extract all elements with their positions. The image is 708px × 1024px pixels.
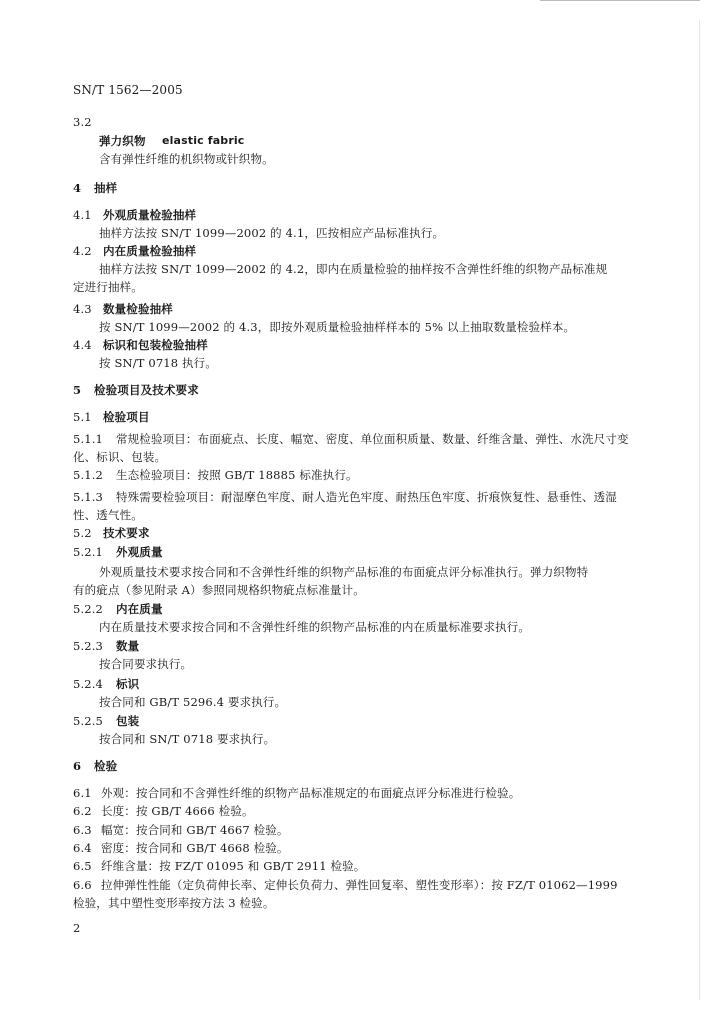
clause-5-1-1-text-line1: 常规检验项目：布面疵点、长度、幅宽、密度、单位面积质量、数量、纤维含量、弹性、水洗尺寸变 (116, 432, 629, 446)
clause-4-4-number: 4.4 (73, 338, 92, 352)
clause-5-2-number: 5.2 (73, 526, 92, 540)
clause-6-6-text-line1: 拉伸弹性性能（定负荷伸长率、定伸长负荷力、弹性回复率、塑性变形率）：按 FZ/T 01062—1999 (101, 878, 618, 892)
clause-4-1-text: 抽样方法按 SN/T 1099—2002 的 4.1，匹按相应产品标准执行。 (99, 226, 445, 240)
term-zh: 弹力织物 (99, 134, 146, 148)
clause-5-2-4-number: 5.2.4 (73, 677, 104, 691)
clause-5-2-4-text: 按合同和 GB/T 5296.4 要求执行。 (99, 695, 287, 709)
clause-6-5-number: 6.5 (73, 859, 92, 873)
clause-6-3-number: 6.3 (73, 823, 92, 837)
clause-5-2-5-number: 5.2.5 (73, 714, 104, 728)
clause-6-4-text: 密度：按合同和 GB/T 4668 检验。 (101, 841, 289, 855)
clause-4-2-text-line2: 定进行抽样。 (73, 280, 143, 294)
section-5-number: 5 (73, 383, 82, 397)
clause-4-1-number: 4.1 (73, 208, 92, 222)
clause-5-2-1-number: 5.2.1 (73, 545, 104, 559)
clause-5-2-3-title: 数量 (116, 639, 140, 653)
clause-5-1-1-number: 5.1.1 (73, 432, 104, 446)
clause-6-4-number: 6.4 (73, 841, 92, 855)
clause-4-4-title: 标识和包装检验抽样 (103, 338, 208, 352)
clause-6-2-number: 6.2 (73, 804, 92, 818)
section-6-title: 检验 (94, 759, 118, 773)
page-number: 2 (73, 921, 81, 935)
section-4-title: 抽样 (94, 181, 118, 195)
term-definition: 含有弹性纤维的机织物或针织物。 (99, 152, 274, 166)
term-en: elastic fabric (162, 134, 245, 147)
clause-6-5-text: 纤维含量：按 FZ/T 01095 和 GB/T 2911 检验。 (101, 859, 366, 873)
section-5-title: 检验项目及技术要求 (94, 383, 199, 397)
clause-4-3-title: 数量检验抽样 (103, 302, 173, 316)
clause-5-2-5-title: 包装 (116, 714, 140, 728)
clause-5-2-2-title: 内在质量 (116, 602, 163, 616)
clause-6-3-text: 幅宽：按合同和 GB/T 4667 检验。 (101, 823, 289, 837)
clause-4-2-title: 内在质量检验抽样 (103, 244, 197, 258)
clause-3-2-number: 3.2 (73, 115, 92, 129)
clause-4-4-text: 按 SN/T 0718 执行。 (99, 356, 217, 370)
clause-5-2-1-text-line1: 外观质量技术要求按合同和不含弹性纤维的织物产品标准的布面疵点评分标准执行。弹力织物特 (99, 565, 589, 579)
clause-5-2-3-text: 按合同要求执行。 (99, 657, 193, 671)
standard-number: SN/T 1562—2005 (73, 83, 183, 97)
clause-5-2-3-number: 5.2.3 (73, 639, 104, 653)
clause-5-2-5-text: 按合同和 SN/T 0718 要求执行。 (99, 732, 276, 746)
clause-5-1-number: 5.1 (73, 410, 92, 424)
scan-top-rule (540, 0, 700, 1)
section-4-number: 4 (73, 181, 82, 195)
clause-5-1-3-number: 5.1.3 (73, 490, 104, 504)
clause-6-1-text: 外观：按合同和不含弹性纤维的织物产品标准规定的布面疵点评分标准进行检验。 (101, 786, 521, 800)
clause-5-2-2-number: 5.2.2 (73, 602, 104, 616)
section-6-number: 6 (73, 759, 82, 773)
clause-5-1-3-text-line1: 特殊需要检验项目：耐湿摩色牢度、耐人造光色牢度、耐热压色牢度、折痕恢复性、悬垂性、透湿 (116, 490, 617, 504)
clause-4-1-title: 外观质量检验抽样 (103, 208, 197, 222)
clause-5-1-3-text-line2: 性、透气性。 (73, 508, 143, 522)
clause-6-1-number: 6.1 (73, 786, 92, 800)
clause-6-6-text-line2: 检验，其中塑性变形率按方法 3 检验。 (73, 896, 275, 910)
clause-5-2-1-text-line2: 有的疵点（参见附录 A）参照同规格织物疵点标准量计。 (73, 583, 365, 597)
clause-6-6-number: 6.6 (73, 878, 92, 892)
clause-5-2-4-title: 标识 (116, 677, 140, 691)
clause-5-2-1-title: 外观质量 (116, 545, 163, 559)
clause-5-2-title: 技术要求 (103, 526, 150, 540)
scan-edge (699, 20, 700, 1000)
clause-4-3-number: 4.3 (73, 302, 92, 316)
clause-4-3-text: 按 SN/T 1099—2002 的 4.3，即按外观质量检验抽样样本的 5% 以上抽取数量检验样本。 (99, 320, 576, 334)
clause-5-1-1-text-line2: 化、标识、包装。 (73, 450, 167, 464)
clause-6-2-text: 长度：按 GB/T 4666 检验。 (101, 804, 254, 818)
clause-4-2-text-line1: 抽样方法按 SN/T 1099—2002 的 4.2，即内在质量检验的抽样按不含弹性纤维的织物产品标准规 (99, 262, 608, 276)
clause-5-1-title: 检验项目 (103, 410, 150, 424)
clause-4-2-number: 4.2 (73, 244, 92, 258)
clause-5-2-2-text: 内在质量技术要求按合同和不含弹性纤维的织物产品标准的内在质量标准要求执行。 (99, 620, 531, 634)
clause-5-1-2-text: 生态检验项目：按照 GB/T 18885 标准执行。 (116, 468, 358, 482)
clause-5-1-2-number: 5.1.2 (73, 468, 104, 482)
